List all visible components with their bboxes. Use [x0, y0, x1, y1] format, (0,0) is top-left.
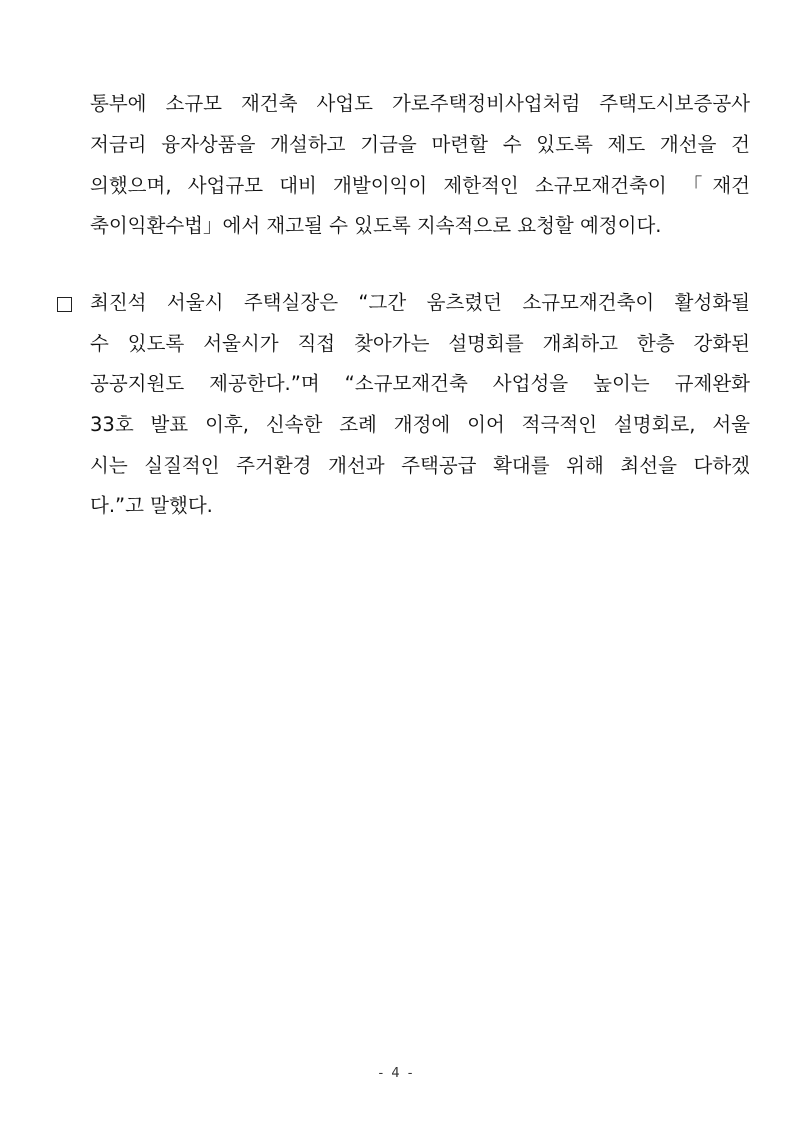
paragraph-line: 시는 실질적인 주거환경 개선과 주택공급 확대를 위해 최선을 다하겠 — [90, 454, 750, 477]
page-number: - 4 - — [378, 1066, 415, 1081]
paragraph-line: 공공지원도 제공한다.”며 “소규모재건축 사업성을 높이는 규제완화 — [90, 372, 750, 395]
paragraph-line: 수 있도록 서울시가 직접 찾아가는 설명회를 개최하고 한층 강화된 — [90, 332, 750, 355]
paragraph-line: 다.”고 말했다. — [90, 494, 213, 517]
square-bullet-icon — [57, 297, 72, 312]
paragraph-line: 의했으며, 사업규모 대비 개발이익이 제한적인 소규모재건축이 「재건 — [90, 174, 750, 197]
paragraph-line: 최진석 서울시 주택실장은 “그간 움츠렸던 소규모재건축이 활성화될 — [90, 291, 750, 314]
paragraph-line: 통부에 소규모 재건축 사업도 가로주택정비사업처럼 주택도시보증공사 — [90, 92, 750, 115]
paragraph-line: 저금리 융자상품을 개설하고 기금을 마련할 수 있도록 제도 개선을 건 — [90, 133, 750, 156]
paragraph-line: 33호 발표 이후, 신속한 조례 개정에 이어 적극적인 설명회로, 서울 — [90, 413, 750, 436]
paragraph-line: 축이익환수법」에서 재고될 수 있도록 지속적으로 요청할 예정이다. — [90, 214, 662, 237]
